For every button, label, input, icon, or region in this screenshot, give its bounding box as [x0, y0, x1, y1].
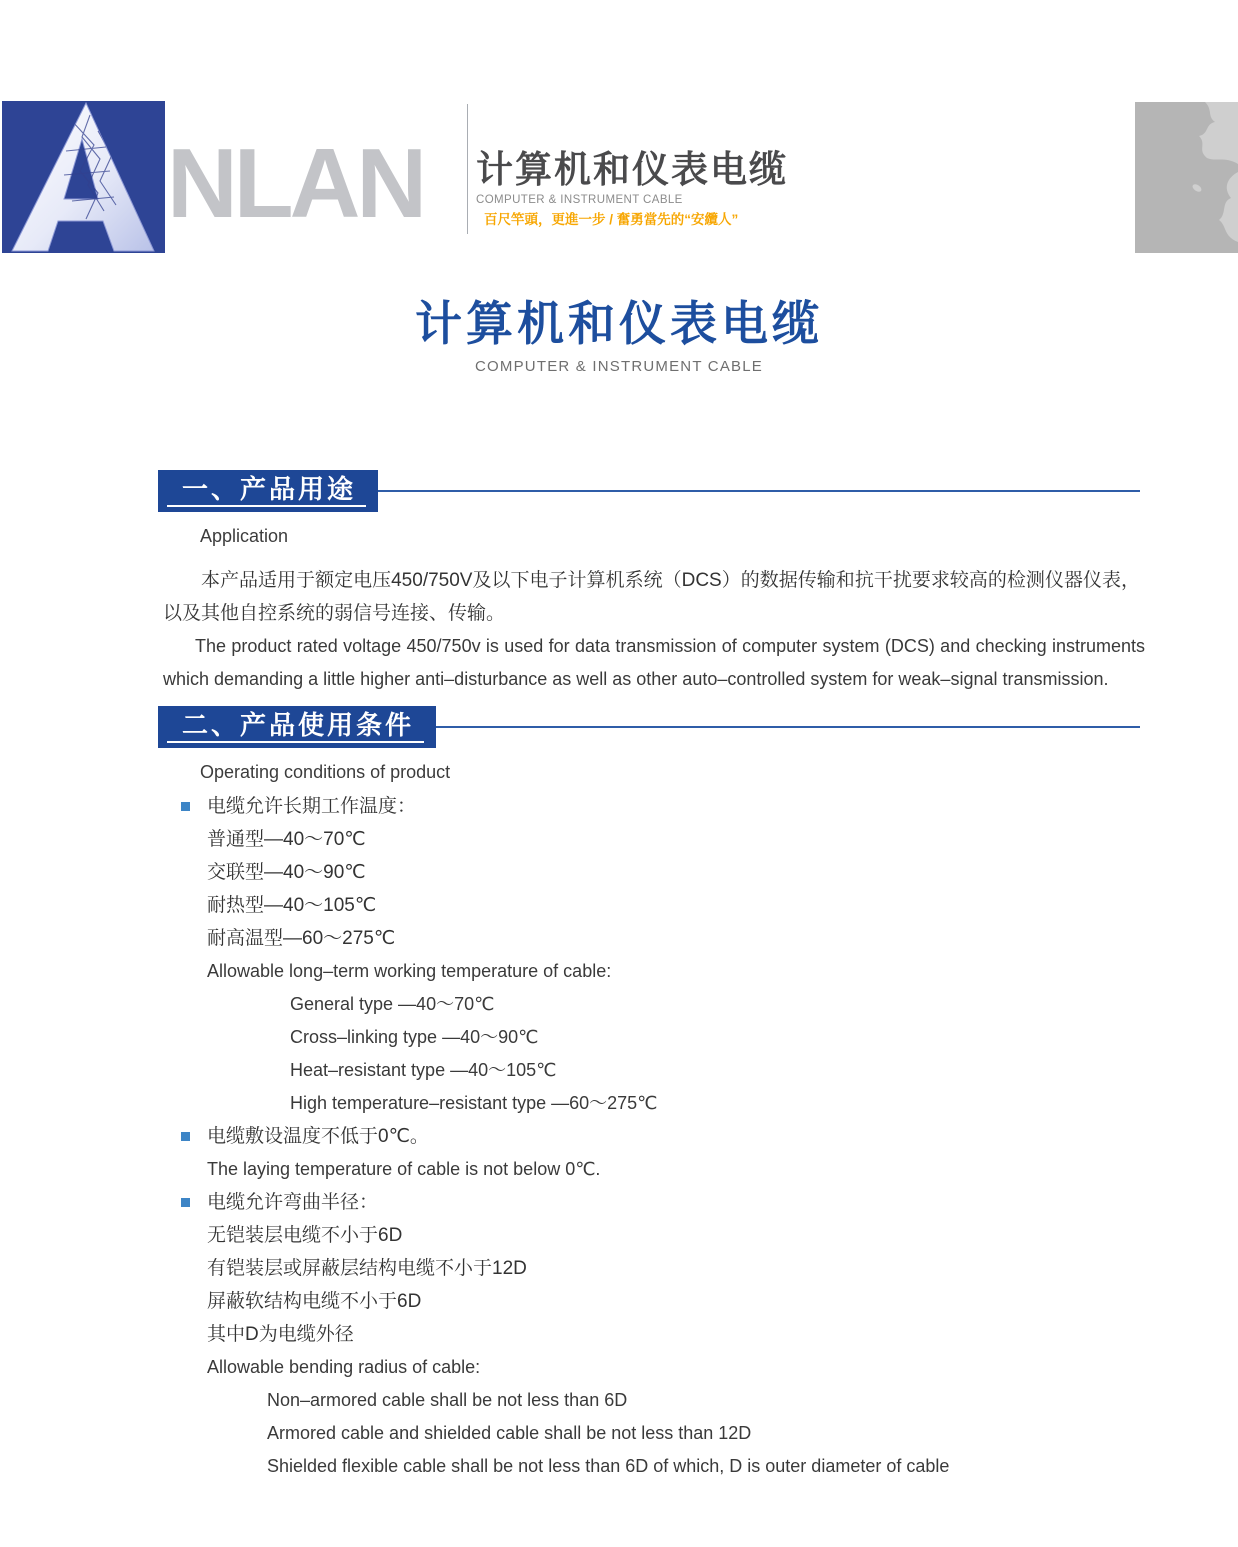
section1-heading-row	[158, 470, 1140, 512]
list-item	[163, 1120, 1140, 1153]
temp-hightemp-cn: 耐高温型—60～275℃	[207, 928, 396, 949]
page-title-en: COMPUTER & INSTRUMENT CABLE	[475, 358, 763, 375]
bend-armored-cn: 有铠装层或屏蔽层结构电缆不小于12D	[207, 1258, 527, 1279]
section2-heading-row	[158, 706, 1140, 748]
bend-nonarmored-cn: 无铠装层电缆不小于6D	[207, 1225, 403, 1246]
temp-general-en: General type —40～70℃	[290, 994, 495, 1014]
bullet-square-icon	[181, 1198, 190, 1207]
bend-shielded-cn: 屏蔽软结构电缆不小于6D	[207, 1291, 422, 1312]
anlan-logo	[2, 101, 165, 253]
bending-radius-label-en: Allowable bending radius of cable:	[207, 1357, 481, 1377]
logo-wordmark: NLAN	[167, 128, 424, 238]
bend-shielded-en: Shielded flexible cable shall be not less than 6D of which, D is outer diameter of cable	[267, 1456, 950, 1476]
section2-heading-en: Operating conditions of product	[200, 762, 451, 782]
working-temp-label-cn: 电缆允许长期工作温度：	[207, 796, 417, 817]
bend-note-cn: 其中D为电缆外径	[207, 1324, 354, 1345]
section1-rule	[378, 490, 1140, 492]
temp-hightemp-en: High temperature–resistant type —60～275℃	[290, 1093, 658, 1113]
operating-conditions-list	[163, 790, 1140, 1483]
bend-armored-en: Armored cable and shielded cable shall be not less than 12D	[267, 1423, 752, 1443]
logo-letter-a-icon	[2, 101, 165, 253]
temp-heat-cn: 耐热型—40～105℃	[207, 895, 377, 916]
working-temp-label-en: Allowable long–term working temperature of cable:	[207, 961, 612, 981]
list-item	[163, 1186, 1140, 1219]
temp-general-cn: 普通型—40～70℃	[207, 829, 366, 850]
bullet-square-icon	[181, 802, 190, 811]
header-doc-type-cn: 计算机和仪表电缆	[476, 149, 788, 190]
section1-heading-en: Application	[200, 526, 289, 546]
temp-crosslink-cn: 交联型—40～90℃	[207, 862, 366, 883]
page-title-cn: 计算机和仪表电缆	[415, 297, 823, 350]
bending-radius-label-cn: 电缆允许弯曲半径：	[207, 1192, 379, 1213]
section2-heading-bar: 二、产品使用条件	[158, 706, 436, 748]
section2-rule	[436, 726, 1140, 728]
list-item	[163, 790, 1140, 823]
leaf-silhouette-icon	[1135, 102, 1238, 253]
application-paragraph-en: The product rated voltage 450/750v is used for data transmission of computer system (DCS) and checking instruments which demanding a little higher anti–disturbance as well as other auto–controlled system for weak–signal transmission.	[163, 636, 1145, 689]
section1-heading-bar: 一、产品用途	[158, 470, 378, 512]
laying-temp-label-cn: 电缆敷设温度不低于0℃。	[207, 1126, 429, 1147]
application-paragraph-cn: 本产品适用于额定电压450/750V及以下电子计算机系统（DCS）的数据传输和抗干扰要求较高的检测仪器仪表，以及其他自控系统的弱信号连接、传输。	[163, 570, 1140, 624]
temp-crosslink-en: Cross–linking type —40～90℃	[290, 1027, 539, 1047]
page-header	[0, 0, 1238, 270]
bullet-square-icon	[181, 1132, 190, 1141]
header-photo-placeholder	[1135, 102, 1238, 253]
bend-nonarmored-en: Non–armored cable shall be not less than 6D	[267, 1390, 628, 1410]
header-slogan: 百尺竿頭，更進一步 / 奮勇當先的“安纜人”	[484, 212, 739, 227]
laying-temp-label-en: The laying temperature of cable is not below 0℃.	[207, 1159, 601, 1179]
temp-heat-en: Heat–resistant type —40～105℃	[290, 1060, 557, 1080]
header-doc-type-en: COMPUTER & INSTRUMENT CABLE	[476, 194, 683, 206]
header-divider	[467, 104, 468, 234]
